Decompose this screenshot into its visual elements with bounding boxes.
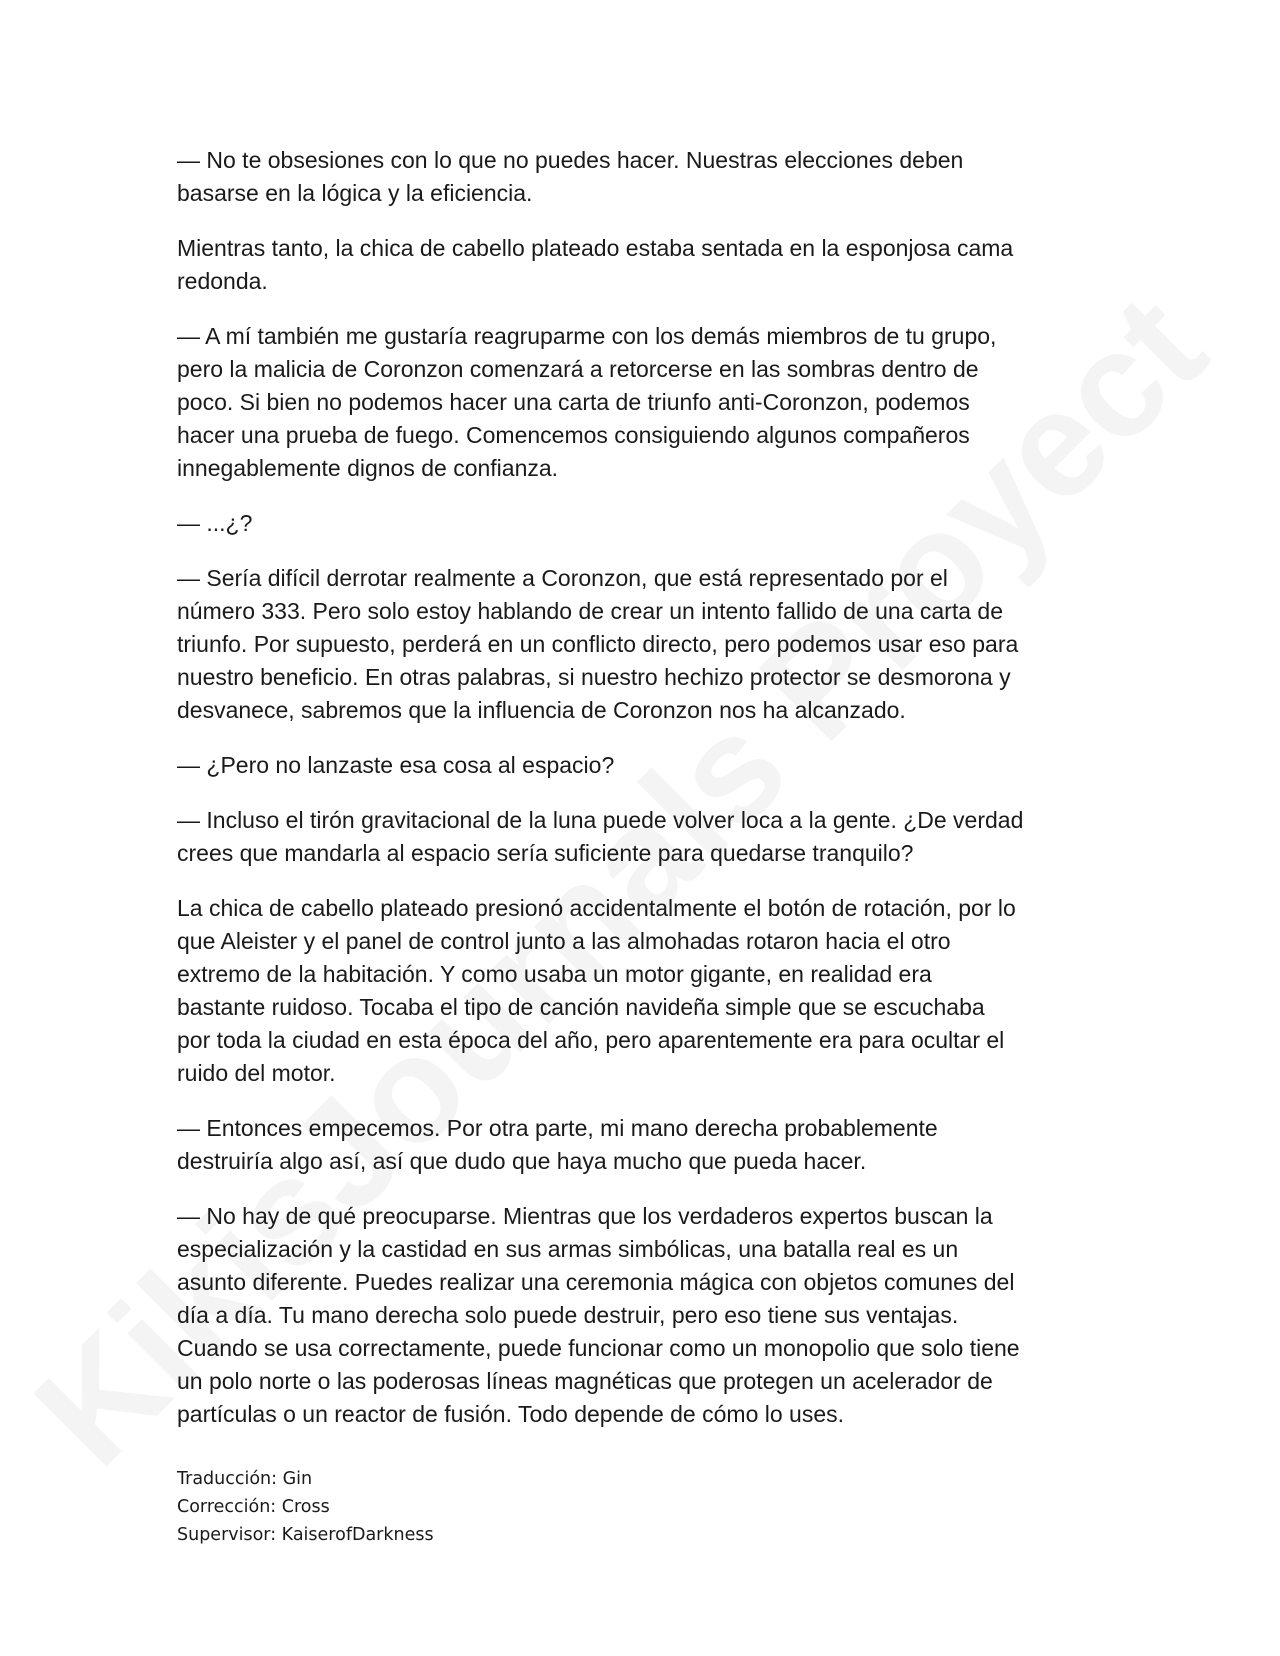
credit-correction: Corrección: Cross — [177, 1497, 330, 1517]
paragraph-6: — ¿Pero no lanzaste esa cosa al espacio? — [177, 752, 615, 778]
page-body — [177, 144, 1112, 1453]
paragraph-8: La chica de cabello plateado presionó accidentalmente el botón de rotación, por lo que Aleister y el panel de control junto a las almohadas rotaron hacia el otro extremo de la habitación. Y como usaba un motor gigante, en realidad era bastante ruidoso. Tocaba el tipo de canción navideña simple que se escuchaba por toda la ciudad en esta época del año, pero aparentemente era para ocultar el ruido del motor. — [177, 895, 1016, 1086]
credits-block — [177, 1465, 434, 1549]
paragraph-4: — ...¿? — [177, 510, 253, 536]
paragraph-5: — Sería difícil derrotar realmente a Coronzon, que está representado por el número 333. Pero solo estoy hablando de crear un intento fallido de una carta de triunfo. Por supuesto, perderá en un conflicto directo, pero podemos usar eso para nuestro beneficio. En otras palabras, si nuestro hechizo protector se desmorona y desvanece, sabremos que la influencia de Coronzon nos ha alcanzado. — [177, 565, 1019, 723]
credit-supervisor: Supervisor: KaiserofDarkness — [177, 1525, 434, 1545]
paragraph-1: — No te obsesiones con lo que no puedes hacer. Nuestras elecciones deben basarse en la lógica y la eficiencia. — [177, 147, 964, 206]
paragraph-7: — Incluso el tirón gravitacional de la luna puede volver loca a la gente. ¿De verdad crees que mandarla al espacio sería suficiente para quedarse tranquilo? — [177, 807, 1024, 866]
paragraph-9: — Entonces empecemos. Por otra parte, mi mano derecha probablemente destruiría algo así, así que dudo que haya mucho que pueda hacer. — [177, 1115, 938, 1174]
credit-translation: Traducción: Gin — [177, 1469, 313, 1489]
paragraph-2: Mientras tanto, la chica de cabello plateado estaba sentada en la esponjosa cama redonda. — [177, 235, 1014, 294]
paragraph-3: — A mí también me gustaría reagruparme con los demás miembros de tu grupo, pero la malicia de Coronzon comenzará a retorcerse en las sombras dentro de poco. Si bien no podemos hacer una carta de triunfo anti-Coronzon, podemos hacer una prueba de fuego. Comencemos consiguiendo algunos compañeros innegablemente dignos de confianza. — [177, 323, 997, 481]
paragraph-10: — No hay de qué preocuparse. Mientras que los verdaderos expertos buscan la especialización y la castidad en sus armas simbólicas, una batalla real es un asunto diferente. Puedes realizar una ceremonia mágica con objetos comunes del día a día. Tu mano derecha solo puede destruir, pero eso tiene sus ventajas. Cuando se usa correctamente, puede funcionar como un monopolio que solo tiene un polo norte o las poderosas líneas magnéticas que protegen un acelerador de partículas o un reactor de fusión. Todo depende de cómo lo uses. — [177, 1203, 1020, 1427]
